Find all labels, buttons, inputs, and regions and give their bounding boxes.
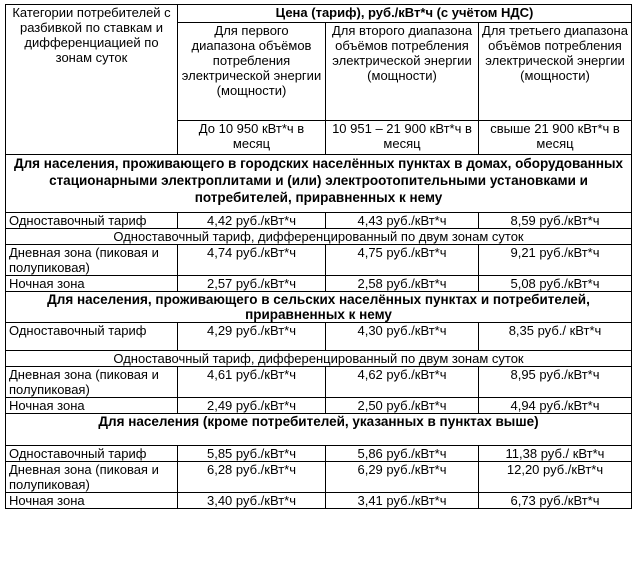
row-label: Дневная зона (пиковая и полупиковая) bbox=[6, 367, 178, 398]
value-cell: 2,57 руб./кВт*ч bbox=[178, 276, 326, 292]
table-row bbox=[6, 367, 632, 398]
table-row bbox=[6, 323, 632, 351]
range-3-header: Для третьего диапазона объёмов потребления электрической энергии (мощности) bbox=[479, 23, 632, 121]
table-row bbox=[6, 229, 632, 245]
range-3-limit: свыше 21 900 кВт*ч в месяц bbox=[479, 121, 632, 155]
row-label: Ночная зона bbox=[6, 276, 178, 292]
value-cell: 6,73 руб./кВт*ч bbox=[479, 493, 632, 509]
section-3-title: Для населения (кроме потребителей, указанных в пунктах выше) bbox=[6, 414, 632, 446]
value-cell: 2,50 руб./кВт*ч bbox=[326, 398, 479, 414]
table-row bbox=[6, 245, 632, 276]
table-row bbox=[6, 351, 632, 367]
row-label: Дневная зона (пиковая и полупиковая) bbox=[6, 245, 178, 276]
table-row bbox=[6, 398, 632, 414]
value-cell: 8,35 руб./ кВт*ч bbox=[479, 323, 632, 351]
value-cell: 5,08 руб./кВт*ч bbox=[479, 276, 632, 292]
value-cell: 5,86 руб./кВт*ч bbox=[326, 446, 479, 462]
value-cell: 3,40 руб./кВт*ч bbox=[178, 493, 326, 509]
value-cell: 8,59 руб./кВт*ч bbox=[479, 213, 632, 229]
section-2-title: Для населения, проживающего в сельских населённых пунктах и потребителей, приравненных к нему bbox=[6, 292, 632, 323]
value-cell: 11,38 руб./ кВт*ч bbox=[479, 446, 632, 462]
table-row bbox=[6, 292, 632, 323]
value-cell: 4,30 руб./кВт*ч bbox=[326, 323, 479, 351]
table-row bbox=[6, 414, 632, 446]
value-cell: 4,62 руб./кВт*ч bbox=[326, 367, 479, 398]
value-cell: 9,21 руб./кВт*ч bbox=[479, 245, 632, 276]
range-2-header: Для второго диапазона объёмов потребления электрической энергии (мощности) bbox=[326, 23, 479, 121]
category-header: Категории потребителей с разбивкой по ставкам и дифференциацией по зонам суток bbox=[6, 5, 178, 155]
row-label: Одноставочный тариф bbox=[6, 446, 178, 462]
value-cell: 4,94 руб./кВт*ч bbox=[479, 398, 632, 414]
diff-label: Одноставочный тариф, дифференцированный по двум зонам суток bbox=[6, 351, 632, 367]
row-label: Ночная зона bbox=[6, 493, 178, 509]
value-cell: 4,61 руб./кВт*ч bbox=[178, 367, 326, 398]
table-row bbox=[6, 276, 632, 292]
value-cell: 4,43 руб./кВт*ч bbox=[326, 213, 479, 229]
row-label: Дневная зона (пиковая и полупиковая) bbox=[6, 462, 178, 493]
row-label: Ночная зона bbox=[6, 398, 178, 414]
table-row bbox=[6, 5, 632, 23]
range-1-header: Для первого диапазона объёмов потребления электрической энергии (мощности) bbox=[178, 23, 326, 121]
row-label: Одноставочный тариф bbox=[6, 213, 178, 229]
row-label: Одноставочный тариф bbox=[6, 323, 178, 351]
table-row bbox=[6, 462, 632, 493]
value-cell: 2,58 руб./кВт*ч bbox=[326, 276, 479, 292]
value-cell: 6,29 руб./кВт*ч bbox=[326, 462, 479, 493]
table-row bbox=[6, 493, 632, 509]
section-1-title: Для населения, проживающего в городских населённых пунктах в домах, оборудованных стационарными электроплитами и (или) электроотопительными установками и потребителей, приравненных к нему bbox=[6, 155, 632, 213]
table-row bbox=[6, 213, 632, 229]
tariff-table bbox=[5, 4, 632, 509]
value-cell: 6,28 руб./кВт*ч bbox=[178, 462, 326, 493]
value-cell: 4,75 руб./кВт*ч bbox=[326, 245, 479, 276]
table-row bbox=[6, 155, 632, 213]
value-cell: 4,29 руб./кВт*ч bbox=[178, 323, 326, 351]
value-cell: 2,49 руб./кВт*ч bbox=[178, 398, 326, 414]
value-cell: 4,42 руб./кВт*ч bbox=[178, 213, 326, 229]
value-cell: 4,74 руб./кВт*ч bbox=[178, 245, 326, 276]
table-row bbox=[6, 446, 632, 462]
range-2-limit: 10 951 – 21 900 кВт*ч в месяц bbox=[326, 121, 479, 155]
value-cell: 3,41 руб./кВт*ч bbox=[326, 493, 479, 509]
value-cell: 8,95 руб./кВт*ч bbox=[479, 367, 632, 398]
diff-label: Одноставочный тариф, дифференцированный по двум зонам суток bbox=[6, 229, 632, 245]
range-1-limit: До 10 950 кВт*ч в месяц bbox=[178, 121, 326, 155]
value-cell: 12,20 руб./кВт*ч bbox=[479, 462, 632, 493]
price-header: Цена (тариф), руб./кВт*ч (с учётом НДС) bbox=[178, 5, 632, 23]
value-cell: 5,85 руб./кВт*ч bbox=[178, 446, 326, 462]
